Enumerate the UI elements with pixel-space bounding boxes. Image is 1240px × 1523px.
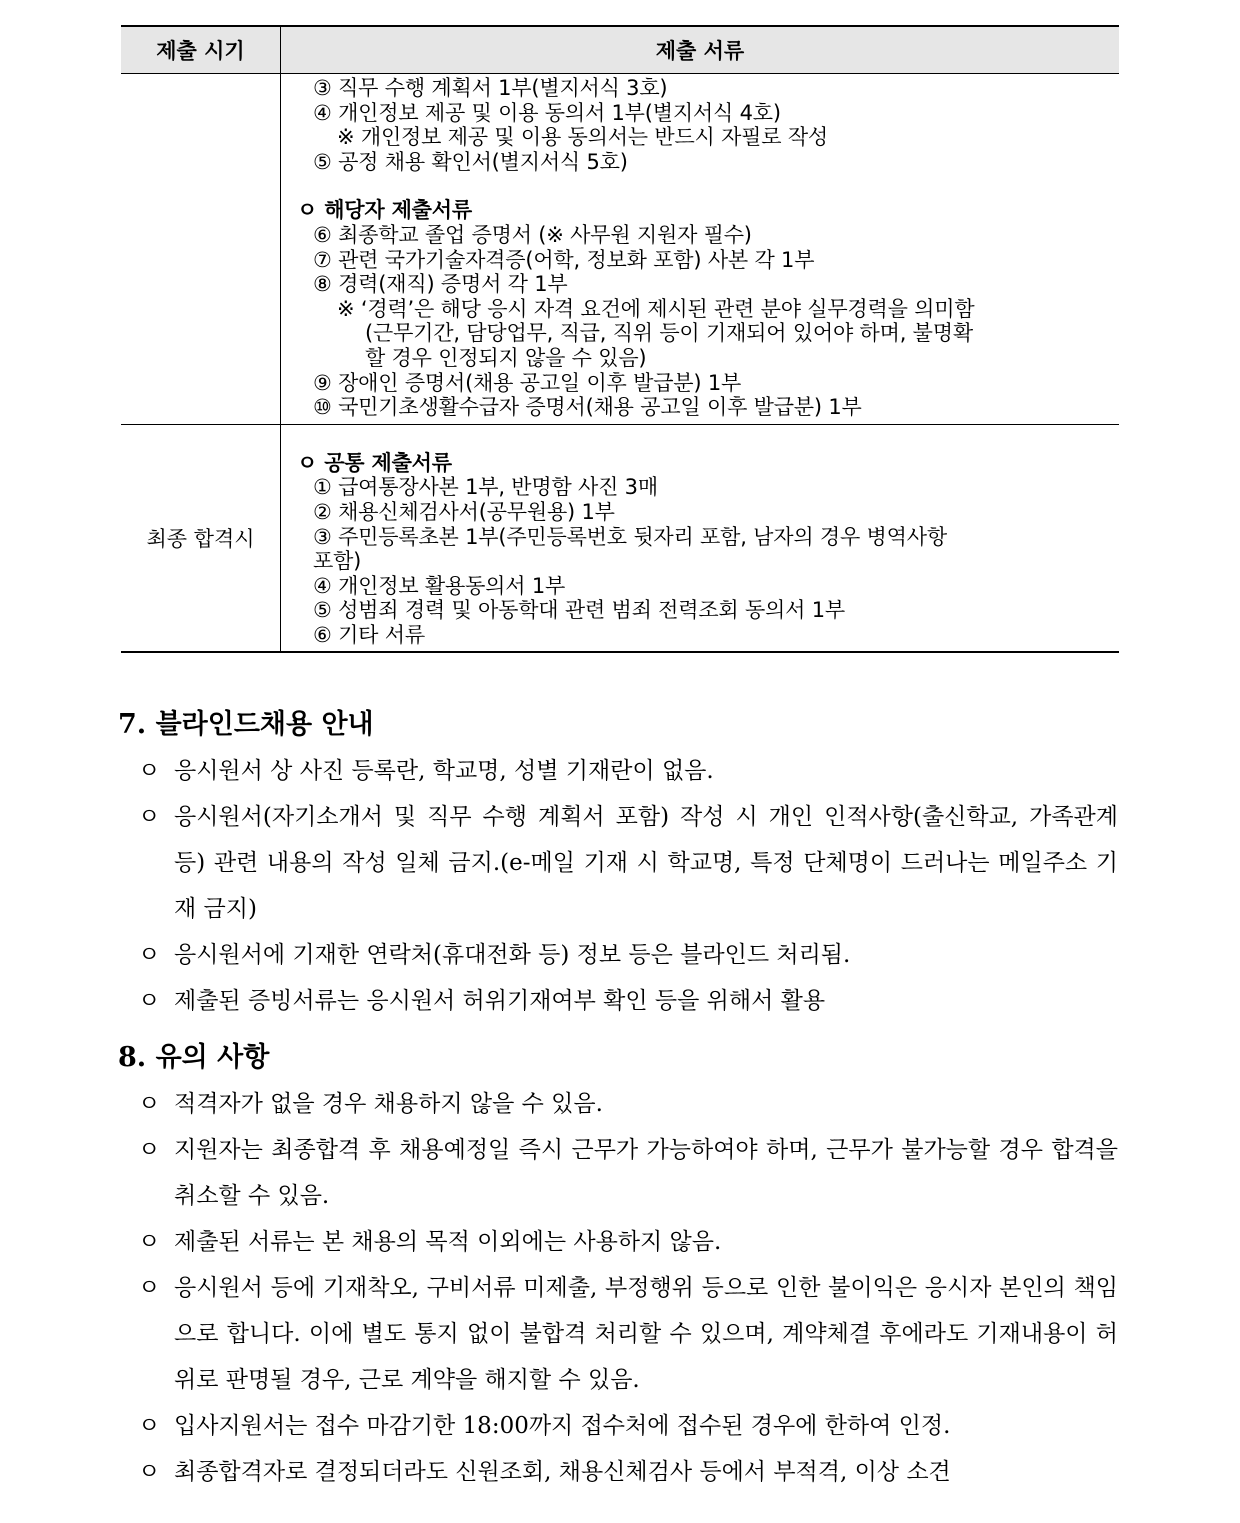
documents-cell (281, 74, 1120, 425)
bullet-icon: ㅇ (138, 804, 161, 830)
list-item: ⑥ 기타 서류 (313, 622, 425, 647)
bullet-list (118, 1081, 1118, 1495)
list-item: ⑧ 경력(재직) 증명서 각 1부 (313, 272, 568, 297)
list-item (118, 1081, 1118, 1127)
list-item: ④ 개인정보 제공 및 이용 동의서 1부(별지서식 4호) (313, 100, 781, 125)
list-item (118, 794, 1118, 932)
header-submission-period: 제출 시기 (121, 26, 281, 74)
list-item-text: 제출된 증빙서류는 응시원서 허위기재여부 확인 등을 위해서 활용 (174, 988, 826, 1014)
bullet-icon: ㅇ (138, 1459, 161, 1485)
list-item-text: 입사지원서는 접수 마감기한 18:00까지 접수처에 접수된 경우에 한하여 인정. (174, 1413, 951, 1439)
list-item-text: 제출된 서류는 본 채용의 목적 이외에는 사용하지 않음. (174, 1229, 722, 1255)
spacer (297, 427, 1109, 451)
documents-list (281, 74, 1119, 424)
bullet-icon: ㅇ (138, 1229, 161, 1255)
list-item: ③ 직무 수행 계획서 1부(별지서식 3호) (313, 76, 668, 100)
list-item: ※ 개인정보 제공 및 이용 동의서는 반드시 자필로 작성 (337, 125, 829, 150)
list-item (118, 932, 1118, 978)
list-item: ④ 개인정보 활용동의서 1부 (313, 573, 566, 598)
list-item (118, 1265, 1118, 1403)
list-item: ⑥ 최종학교 졸업 증명서 (※ 사무원 지원자 필수) (313, 222, 752, 247)
list-item-text: 응시원서 등에 기재착오, 구비서류 미제출, 부정행위 등으로 인한 불이익은 응시자 본인의 책임으로 합니다. 이에 별도 통지 없이 불합격 처리할 수 있으며, 계약체결 후에라도 기재내용이 허위로 판명될 경우, 근로 계약을 해지할 수 있음. (174, 1275, 1118, 1393)
section-title: 8. 유의 사항 (118, 1042, 270, 1073)
bullet-list (118, 748, 1118, 1024)
list-item (118, 1219, 1118, 1265)
period-cell (121, 74, 281, 425)
list-item: ③ 주민등록초본 1부(주민등록번호 뒷자리 포함, 남자의 경우 병역사항 (313, 524, 947, 549)
list-item: ⑩ 국민기초생활수급자 증명서(채용 공고일 이후 발급분) 1부 (313, 395, 862, 420)
bullet-icon: ㅇ (138, 1275, 161, 1301)
bullet-icon: ㅇ (138, 988, 161, 1014)
section-precautions (118, 1035, 1118, 1495)
list-item: 할 경우 인정되지 않을 수 있음) (365, 345, 647, 370)
submission-documents-table (121, 25, 1119, 653)
table-row (121, 424, 1119, 652)
list-heading: ㅇ 공통 제출서류 (297, 450, 452, 475)
list-item: 포함) (313, 549, 362, 574)
list-item: ② 채용신체검사서(공무원용) 1부 (313, 499, 615, 524)
bullet-icon: ㅇ (138, 758, 161, 784)
bullet-icon: ㅇ (138, 1091, 161, 1117)
spacer (297, 174, 1109, 198)
list-item (118, 1449, 1118, 1495)
list-item: ① 급여통장사본 1부, 반명함 사진 3매 (313, 475, 658, 500)
table-row (121, 74, 1119, 425)
list-item: ⑤ 공정 채용 확인서(별지서식 5호) (313, 149, 628, 174)
list-heading: ㅇ 해당자 제출서류 (297, 198, 472, 223)
list-item-text: 적격자가 없을 경우 채용하지 않을 수 있음. (174, 1091, 603, 1117)
list-item: ⑨ 장애인 증명서(채용 공고일 이후 발급분) 1부 (313, 370, 742, 395)
list-item-text: 지원자는 최종합격 후 채용예정일 즉시 근무가 가능하여야 하며, 근무가 불가능할 경우 합격을 취소할 수 있음. (174, 1137, 1118, 1209)
list-item-text: 응시원서 상 사진 등록란, 학교명, 성별 기재란이 없음. (174, 758, 714, 784)
section-title: 7. 블라인드채용 안내 (118, 709, 374, 740)
section-blind-hiring (118, 702, 1118, 1024)
documents-list (281, 425, 1119, 652)
list-item: ※ ‘경력’은 해당 응시 자격 요건에 제시된 관련 분야 실무경력을 의미함 (337, 296, 975, 321)
list-item (118, 978, 1118, 1024)
list-item: (근무기간, 담당업무, 직급, 직위 등이 기재되어 있어야 하며, 불명확 (365, 321, 973, 346)
list-item (118, 1127, 1118, 1219)
list-item-text: 응시원서에 기재한 연락처(휴대전화 등) 정보 등은 블라인드 처리됨. (174, 942, 851, 968)
list-item (118, 1403, 1118, 1449)
period-cell-final-pass: 최종 합격시 (121, 424, 281, 652)
list-item-text: 응시원서(자기소개서 및 직무 수행 계획서 포함) 작성 시 개인 인적사항(출신학교, 가족관계 등) 관련 내용의 작성 일체 금지.(e-메일 기재 시 학교명, 특정 단체명이 드러나는 메일주소 기재 금지) (174, 804, 1118, 922)
documents-cell (281, 424, 1120, 652)
list-item: ⑦ 관련 국가기술자격증(어학, 정보화 포함) 사본 각 1부 (313, 247, 815, 272)
table-header-row (121, 26, 1119, 74)
header-submission-documents: 제출 서류 (281, 26, 1120, 74)
list-item (118, 748, 1118, 794)
bullet-icon: ㅇ (138, 1413, 161, 1439)
list-item: ⑤ 성범죄 경력 및 아동학대 관련 범죄 전력조회 동의서 1부 (313, 598, 845, 623)
list-item-text: 최종합격자로 결정되더라도 신원조회, 채용신체검사 등에서 부적격, 이상 소견 (174, 1459, 951, 1485)
bullet-icon: ㅇ (138, 1137, 161, 1163)
bullet-icon: ㅇ (138, 942, 161, 968)
